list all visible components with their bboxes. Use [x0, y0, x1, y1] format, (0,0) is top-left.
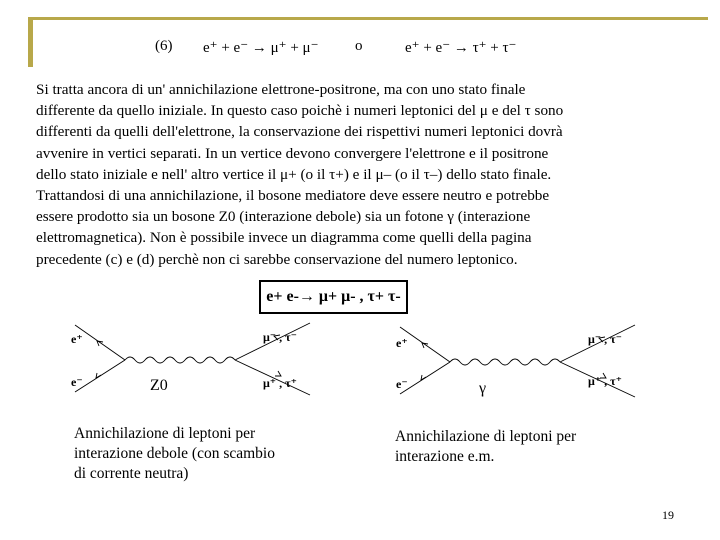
caption-weak: Annichilazione di leptoni per interazione debole (con scambio di corrente neutra)	[74, 425, 275, 482]
equation-reaction-tau: e⁺ + e⁻ → τ⁺ + τ⁻	[405, 40, 517, 56]
boson-label-photon: γ	[479, 380, 487, 397]
label-electron: e⁻	[71, 375, 83, 389]
equation-reaction-muon: e⁺ + e⁻ → μ⁺ + μ⁻	[203, 40, 319, 56]
label-out-top: μ⁻ , τ⁻	[588, 332, 623, 346]
body-paragraph: Si tratta ancora di un' annichilazione elettrone-positrone, ma con uno stato finale differente da quello iniziale. In questo caso poichè i numeri leptonici del μ e del τ sono differenti da quelli dell'elettrone, la conservazione dei rispettivi numeri leptonici dovrà avvenire in vertici separati. In un vertice devono convergere l'elettrone e il positrone dello stato iniziale e nell' altro vertice il μ+ (o il τ+) e il μ– (o il τ–) dello stato finale. Trattandosi di una annichilazione, il bosone mediatore deve essere neutro e potrebbe essere prodotto sia un bosone Z0 (interazione debole) sia un fotone γ (interazione elettromagnetica). Non è possibile invece un diagramma come quelli della pagina precedente (c) e (d) perchè non ci sarebbe conservazione del numero leptonico.	[36, 81, 564, 268]
label-positron: e⁺	[71, 332, 83, 346]
label-positron: e⁺	[396, 336, 408, 350]
feynman-diagram-weak	[65, 320, 315, 402]
equation-number: (6)	[155, 38, 173, 54]
equation-separator: o	[355, 38, 363, 54]
slide-frame-left	[28, 17, 33, 67]
label-electron: e⁻	[396, 377, 408, 391]
page-number: 19	[662, 508, 674, 522]
label-out-top: μ⁻ , τ⁻	[263, 330, 298, 344]
reaction-box: e+ e-→ μ+ μ- , τ+ τ-	[259, 280, 408, 314]
propagator-photon	[450, 359, 560, 365]
propagator-z0	[125, 357, 235, 363]
feynman-diagram-em	[390, 322, 640, 404]
caption-em: Annichilazione di leptoni per interazione e.m.	[395, 428, 577, 465]
label-out-bottom: μ⁺ , τ⁺	[588, 374, 623, 388]
slide-frame-top	[28, 17, 708, 20]
label-out-bottom: μ⁺ , τ⁺	[263, 376, 298, 390]
boson-label-z0: Z0	[150, 377, 168, 394]
